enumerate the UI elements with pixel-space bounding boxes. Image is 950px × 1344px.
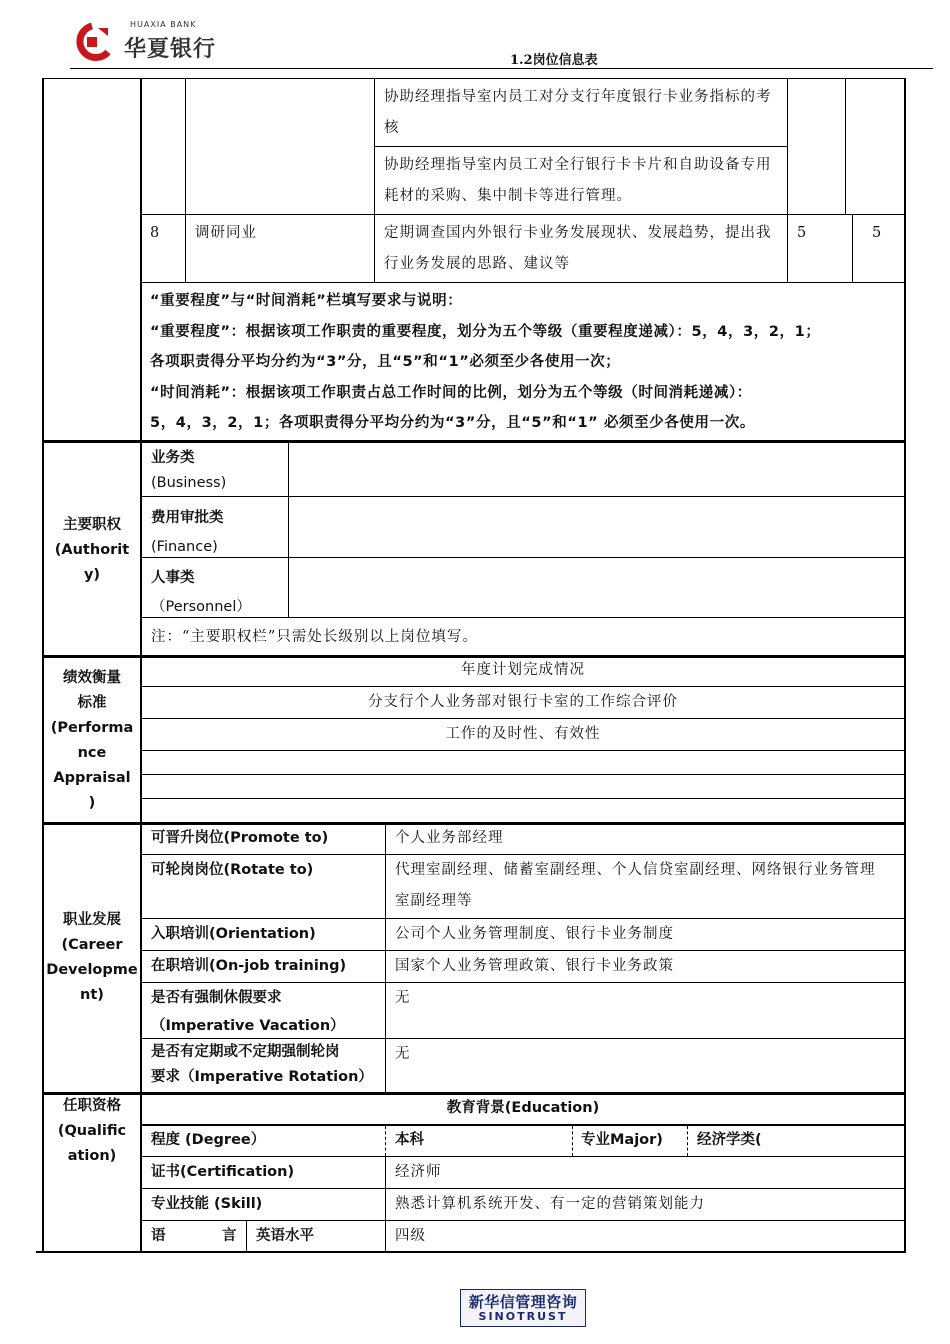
doc-title: 1.2岗位信息表 — [510, 53, 598, 68]
performance-label: 绩效衡量 标准 (Performa nce Appraisal ) — [50, 670, 134, 811]
promote-value: 个人业务部经理 — [395, 830, 504, 846]
bank-logo — [70, 22, 235, 66]
bank-name-cn: 华夏银行 — [124, 37, 217, 62]
degree-label: 程度 (Degree） — [151, 1132, 266, 1148]
authority-note: 注：“主要职权栏”只需处长级别以上岗位填写。 — [151, 629, 478, 645]
cert-label: 证书(Certification) — [151, 1164, 295, 1180]
duty-no: 8 — [150, 225, 161, 241]
rotation-value: 无 — [395, 1046, 411, 1062]
bank-name-en: HUAXIA BANK — [130, 20, 197, 29]
orientation-label: 入职培训(Orientation) — [151, 926, 316, 942]
education-header: 教育背景(Education) — [446, 1100, 600, 1116]
rotation-label: 是否有定期或不定期强制轮岗 要求（Imperative Rotation） — [151, 1044, 373, 1085]
language-label-1: 语 — [151, 1228, 166, 1244]
duty-time: 5 — [872, 225, 883, 241]
performance-item: 年度计划完成情况 — [461, 662, 585, 678]
note-line: 各项职责得分平均分约为“3”分，且“5”和“1”必须至少各使用一次； — [150, 354, 621, 370]
vacation-label: 是否有强制休假要求 （Imperative Vacation） — [151, 990, 345, 1034]
duty-text: 协助经理指导室内员工对分支行年度银行卡业务指标的考核 — [384, 89, 772, 136]
rotate-value: 代理室副经理、储蓄室副经理、个人信贷室副经理、网络银行业务管理 室副经理等 — [395, 862, 876, 909]
career-label: 职业发展 (Career Developme nt) — [46, 912, 138, 1003]
duty-name: 调研同业 — [195, 225, 257, 241]
degree-value: 本科 — [395, 1132, 424, 1148]
qualification-label: 任职资格 (Qualific ation) — [57, 1098, 127, 1164]
performance-item: 工作的及时性、有效性 — [445, 726, 601, 742]
skill-value: 熟悉计算机系统开发、有一定的营销策划能力 — [395, 1196, 705, 1212]
duty-text: 协助经理指导室内员工对全行银行卡卡片和自助设备专用耗材的采购、集中制卡等进行管理。 — [384, 157, 772, 204]
english-level-label: 英语水平 — [256, 1228, 314, 1244]
performance-item: 分支行个人业务部对银行卡室的工作综合评价 — [368, 694, 678, 710]
duties-notes — [150, 286, 900, 439]
authority-label: 主要职权 (Authorit y) — [54, 517, 130, 583]
cert-value: 经济师 — [395, 1164, 442, 1180]
onjob-label: 在职培训(On-job training) — [151, 958, 347, 974]
footer-brand-en: SINOTRUST — [478, 1310, 568, 1323]
major-value: 经济学类( — [697, 1132, 762, 1148]
english-level-value: 四级 — [395, 1228, 426, 1244]
note-line: “重要程度”：根据该项工作职责的重要程度，划分为五个等级（重要程度递减）：5，4，3，2，1； — [150, 323, 821, 340]
promote-label: 可晋升岗位(Promote to) — [151, 830, 329, 846]
rotate-label: 可轮岗岗位(Rotate to) — [151, 862, 314, 878]
note-line: “时间消耗”：根据该项工作职责占总工作时间的比例，划分为五个等级（时间消耗递减）： — [150, 384, 752, 401]
onjob-value: 国家个人业务管理政策、银行卡业务政策 — [395, 958, 674, 974]
footer-brand-cn: 新华信管理咨询 — [468, 1293, 578, 1311]
duty-text: 定期调查国内外银行卡业务发展现状、发展趋势，提出我行业务发展的思路、建议等 — [384, 225, 772, 272]
authority-personnel: 人事类 （Personnel） — [151, 570, 251, 615]
language-label-2: 言 — [222, 1228, 237, 1244]
authority-finance: 费用审批类 (Finance) — [151, 510, 224, 555]
footer-logo — [460, 1289, 586, 1327]
bank-logo-mark-icon — [70, 22, 114, 62]
orientation-value: 公司个人业务管理制度、银行卡业务制度 — [395, 926, 674, 942]
vacation-value: 无 — [395, 990, 411, 1006]
note-line: “重要程度”与“时间消耗”栏填写要求与说明： — [150, 293, 463, 309]
authority-business: 业务类 (Business) — [151, 450, 227, 491]
header-rule — [70, 68, 933, 69]
major-label: 专业Major) — [581, 1132, 663, 1148]
skill-label: 专业技能 (Skill) — [151, 1196, 263, 1212]
note-line: 5，4，3，2，1；各项职责得分平均分约为“3”分，且“5”和“1” 必须至少各使用一次。 — [150, 415, 755, 431]
duty-importance: 5 — [797, 225, 808, 241]
